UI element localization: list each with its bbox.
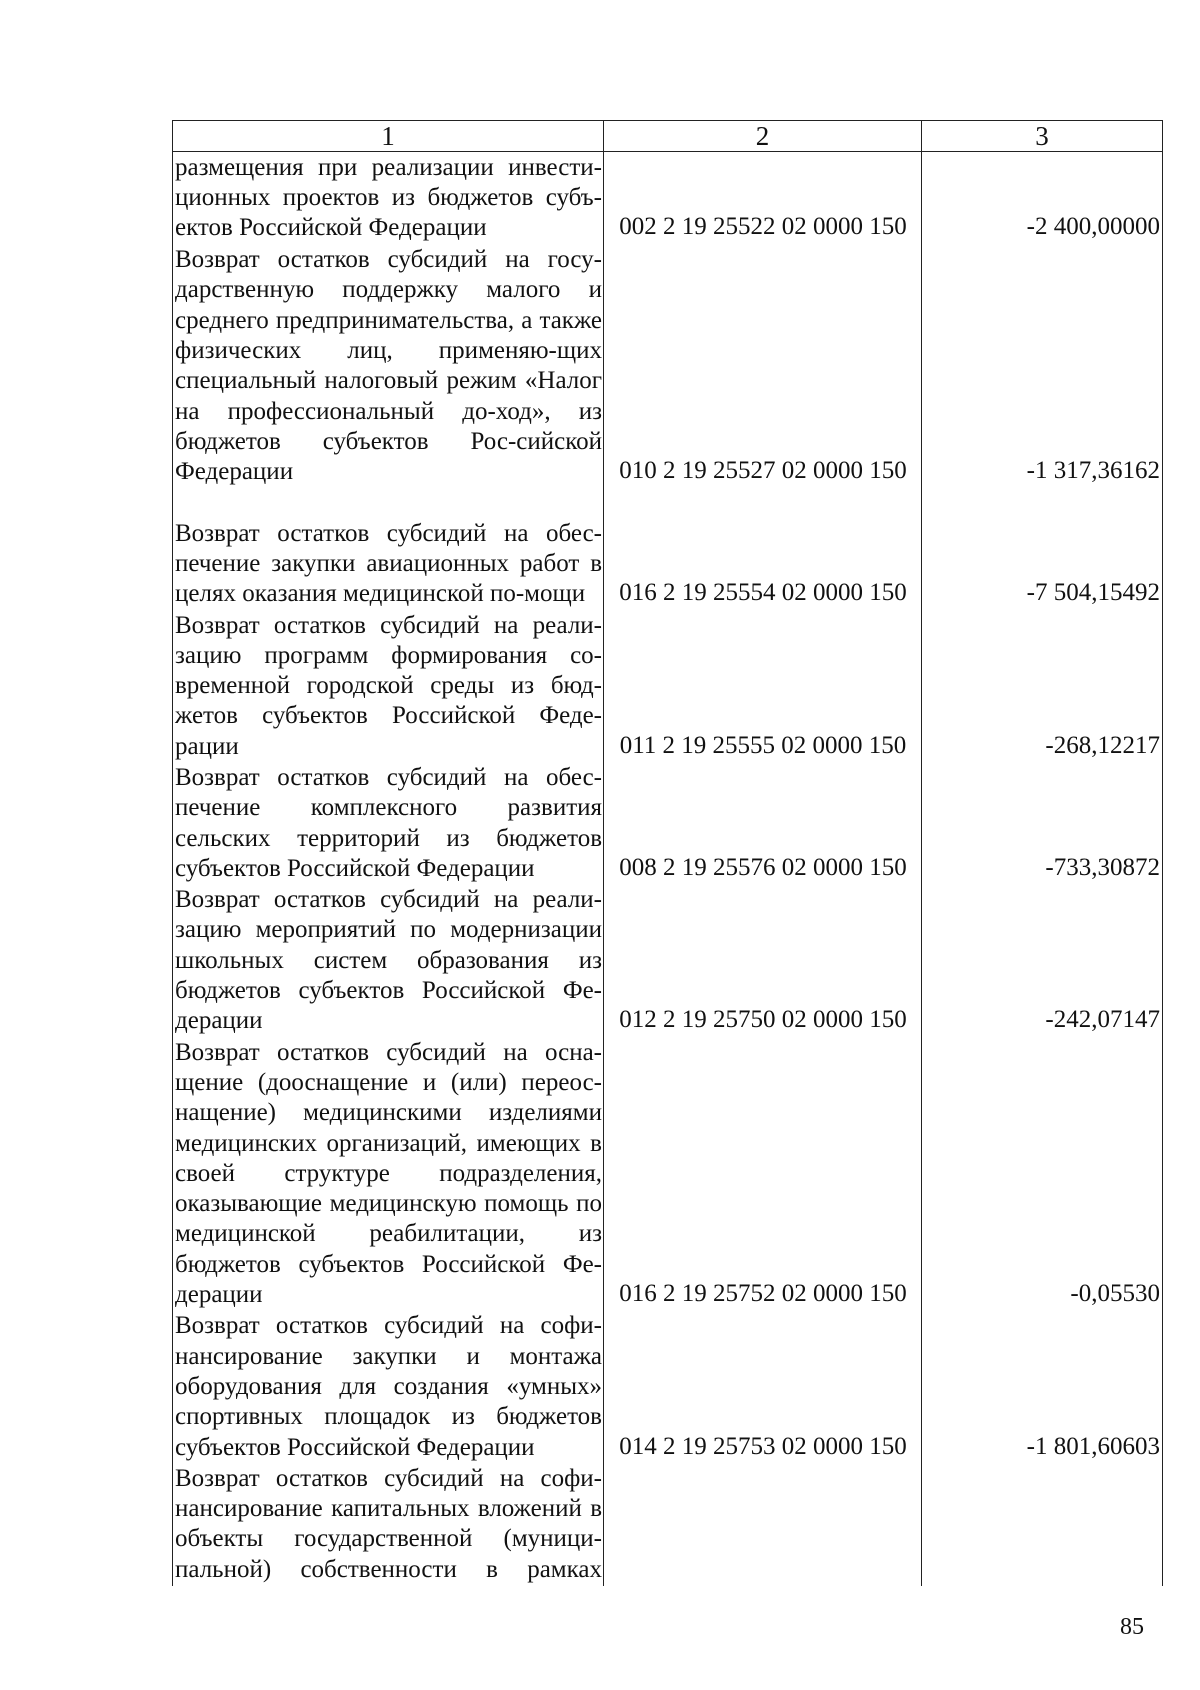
row-budget-code (604, 1464, 922, 1586)
row-description: Возврат остатков субсидий на обес-печение комплексного развития сельских территорий из бюджетов субъектов Российской Федерации (173, 763, 604, 885)
row-amount: -0,05530 (922, 1038, 1163, 1312)
row-description: Возврат остатков субсидий на реали-зацию мероприятий по модернизации школьных систем образования из бюджетов субъектов Российской Фе-дерации (173, 885, 604, 1037)
row-amount: -242,07147 (922, 885, 1163, 1037)
row-description: Возврат остатков субсидий на софи-нансирование закупки и монтажа оборудования для создания «умных» спортивных площадок из бюджетов субъектов Российской Федерации (173, 1311, 604, 1463)
row-amount: -1 317,36162 (922, 245, 1163, 489)
row-description: Возврат остатков субсидий на госу-дарственную поддержку малого и среднего предпринимательства, а также физических лиц, применяю-щих специальный налоговый режим «Налог на профессиональный до-ход», из бюджетов субъектов Рос-сийской Федерации (173, 245, 604, 489)
row-budget-code: 011 2 19 25555 02 0000 150 (604, 611, 922, 763)
row-description: Возврат остатков субсидий на обес-печение закупки авиационных работ в целях оказания медицинской по-мощи (173, 489, 604, 611)
row-budget-code: 016 2 19 25554 02 0000 150 (604, 489, 922, 611)
table-row (173, 489, 1163, 611)
table-row (173, 152, 1163, 245)
row-description: Возврат остатков субсидий на реали-зацию программ формирования со-временной городской среды из бюд-жетов субъектов Российской Феде-рации (173, 611, 604, 763)
budget-return-table (172, 120, 1163, 1586)
table-row (173, 1464, 1163, 1586)
row-description: размещения при реализации инвести-ционных проектов из бюджетов субъ-ектов Российской Федерации (173, 152, 604, 245)
row-description: Возврат остатков субсидий на осна-щение (дооснащение и (или) переос-нащение) медицинскими изделиями медицинских организаций, имеющих в своей структуре подразделения, оказывающие медицинскую помощь по медицинской реабилитации, из бюджетов субъектов Российской Фе-дерации (173, 1038, 604, 1312)
row-amount (922, 1464, 1163, 1586)
table-row (173, 885, 1163, 1037)
table-row (173, 763, 1163, 885)
page-number: 85 (1120, 1614, 1144, 1640)
table-header-row (173, 121, 1163, 152)
column-header-1: 1 (173, 121, 604, 152)
table-row (173, 611, 1163, 763)
row-budget-code: 002 2 19 25522 02 0000 150 (604, 152, 922, 245)
row-budget-code: 014 2 19 25753 02 0000 150 (604, 1311, 922, 1463)
row-budget-code: 008 2 19 25576 02 0000 150 (604, 763, 922, 885)
column-header-2: 2 (604, 121, 922, 152)
row-amount: -2 400,00000 (922, 152, 1163, 245)
row-amount: -268,12217 (922, 611, 1163, 763)
row-description: Возврат остатков субсидий на софи-нансирование капитальных вложений в объекты государственной (муници-пальной) собственности в рамках (173, 1464, 604, 1586)
row-budget-code: 010 2 19 25527 02 0000 150 (604, 245, 922, 489)
row-amount: -7 504,15492 (922, 489, 1163, 611)
table-row (173, 1311, 1163, 1463)
column-header-3: 3 (922, 121, 1163, 152)
row-budget-code: 012 2 19 25750 02 0000 150 (604, 885, 922, 1037)
row-amount: -733,30872 (922, 763, 1163, 885)
row-budget-code: 016 2 19 25752 02 0000 150 (604, 1038, 922, 1312)
table-row (173, 245, 1163, 489)
table-row (173, 1038, 1163, 1312)
row-amount: -1 801,60603 (922, 1311, 1163, 1463)
